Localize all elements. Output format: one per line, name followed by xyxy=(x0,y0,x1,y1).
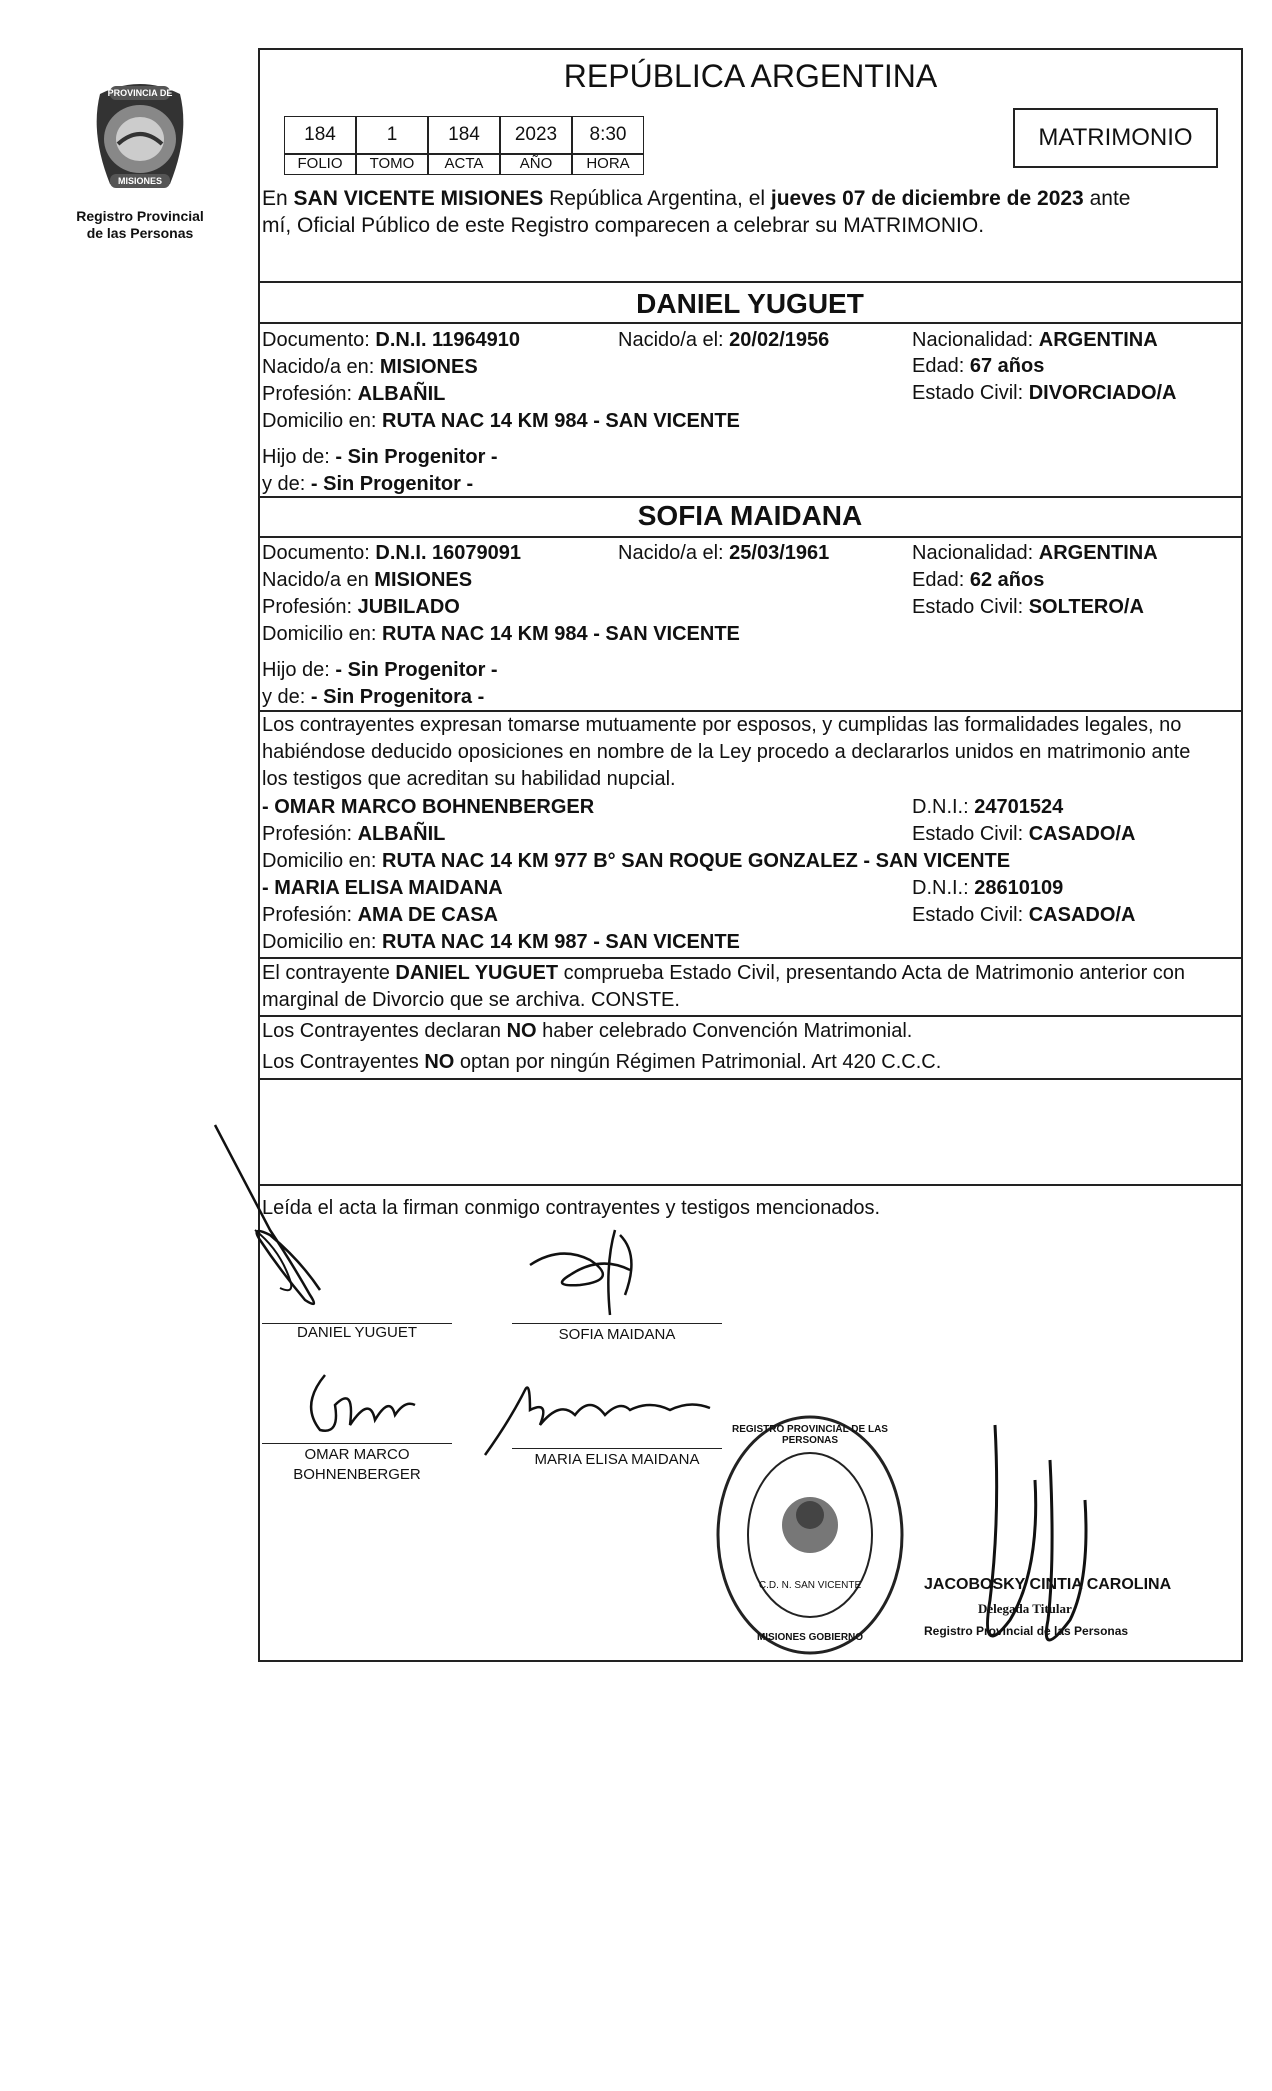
divider xyxy=(258,710,1243,712)
groom-birthplace: Nacido/a en: MISIONES xyxy=(262,356,478,378)
signature-sofia xyxy=(520,1225,660,1325)
divider xyxy=(258,322,1243,324)
certificate-type-box: MATRIMONIO xyxy=(1013,108,1218,168)
signature-label-omar-1: OMAR MARCO xyxy=(304,1446,410,1463)
seal-text-bottom: MISIONES xyxy=(117,176,162,186)
official-office: Registro Provincial de las Personas xyxy=(924,1624,1129,1638)
bride-mother: y de: - Sin Progenitora - xyxy=(262,686,485,708)
groom-address: Domicilio en: RUTA NAC 14 KM 984 - SAN VICENTE xyxy=(262,410,740,432)
page-title: REPÚBLICA ARGENTINA xyxy=(563,58,938,94)
regime-line-2: Los Contrayentes NO optan por ningún Régimen Patrimonial. Art 420 C.C.C. xyxy=(262,1051,942,1073)
divider xyxy=(258,536,1243,538)
declaration-line-2: habiéndose deducido oposiciones en nombre de la Ley procedo a declararlos unidos en matrimonio ante xyxy=(262,741,1191,763)
bride-name: SOFIA MAIDANA xyxy=(637,500,863,531)
witness2-name: - MARIA ELISA MAIDANA xyxy=(262,877,503,899)
intro-date: jueves 07 de diciembre de 2023 xyxy=(770,187,1084,210)
witness2-civil-status: Estado Civil: CASADO/A xyxy=(912,904,1136,926)
declaration-line-1: Los contrayentes expresan tomarse mutuamente por esposos, y cumplidas las formalidades legales, no xyxy=(262,714,1182,736)
groom-document: Documento: D.N.I. 11964910 xyxy=(262,329,520,351)
divider xyxy=(258,281,1243,283)
witness1-profession: Profesión: ALBAÑIL xyxy=(262,823,446,845)
signature-label-omar-2: BOHNENBERGER xyxy=(293,1466,421,1483)
bride-civil-status: Estado Civil: SOLTERO/A xyxy=(912,596,1144,618)
divider xyxy=(258,957,1243,959)
declaration-line-3: los testigos que acreditan su habilidad nupcial. xyxy=(262,768,676,790)
intro-line-1 xyxy=(262,187,1130,211)
tomo-label: TOMO xyxy=(356,154,428,175)
year-label: AÑO xyxy=(500,154,572,175)
signature-omar xyxy=(295,1365,425,1445)
stamp-seal-icon xyxy=(710,1410,910,1660)
hour-label: HORA xyxy=(572,154,644,175)
groom-name: DANIEL YUGUET xyxy=(636,288,864,319)
signature-label-maria: MARIA ELISA MAIDANA xyxy=(534,1451,700,1468)
signature-label-daniel: DANIEL YUGUET xyxy=(296,1324,418,1341)
signature-line xyxy=(512,1448,722,1449)
intro-text-3: ante xyxy=(1083,187,1131,210)
bride-birthplace: Nacido/a en MISIONES xyxy=(262,569,473,591)
registry-logo xyxy=(70,74,210,241)
witness1-name: - OMAR MARCO BOHNENBERGER xyxy=(262,796,595,818)
groom-civil-status: Estado Civil: DIVORCIADO/A xyxy=(912,382,1177,404)
note-line-1: El contrayente DANIEL YUGUET comprueba Estado Civil, presentando Acta de Matrimonio anterior con xyxy=(262,962,1186,984)
bride-profession: Profesión: JUBILADO xyxy=(262,596,460,618)
folio-value: 184 xyxy=(284,116,356,154)
note-line-2: marginal de Divorcio que se archiva. CONSTE. xyxy=(262,989,680,1011)
signature-official xyxy=(940,1420,1140,1680)
bride-father: Hijo de: - Sin Progenitor - xyxy=(262,659,498,681)
witness1-address: Domicilio en: RUTA NAC 14 KM 977 B° SAN ROQUE GONZALEZ - SAN VICENTE xyxy=(262,850,1011,872)
groom-father: Hijo de: - Sin Progenitor - xyxy=(262,446,498,468)
signature-daniel xyxy=(210,1120,390,1320)
divider xyxy=(258,496,1243,498)
intro-line-2: mí, Oficial Público de este Registro comparecen a celebrar su MATRIMONIO. xyxy=(262,214,985,237)
stamp-inner-text: C.D. N. SAN VICENTE xyxy=(758,1580,862,1591)
acta-value: 184 xyxy=(428,116,500,154)
intro-text-2: República Argentina, el xyxy=(543,187,771,210)
signature-label-sofia: SOFIA MAIDANA xyxy=(558,1326,676,1343)
official-name: JACOBOSKY CINTIA CAROLINA xyxy=(924,1576,1172,1593)
closing-text: Leída el acta la firman conmigo contrayentes y testigos mencionados. xyxy=(262,1197,881,1219)
acta-label: ACTA xyxy=(428,154,500,175)
logo-caption-2: de las Personas xyxy=(86,225,194,241)
signature-line xyxy=(512,1323,722,1324)
official-role: Delegada Titular xyxy=(978,1601,1072,1616)
bride-birthdate: Nacido/a el: 25/03/1961 xyxy=(618,542,830,564)
stamp-ring-bottom: MISIONES GOBIERNO xyxy=(756,1632,864,1643)
official-stamp xyxy=(710,1410,910,1660)
groom-birthdate: Nacido/a el: 20/02/1956 xyxy=(618,329,830,351)
bride-document: Documento: D.N.I. 16079091 xyxy=(262,542,522,564)
bride-age: Edad: 62 años xyxy=(912,569,1045,591)
intro-text-1: En xyxy=(262,187,294,210)
tomo-value: 1 xyxy=(356,116,428,154)
bride-address: Domicilio en: RUTA NAC 14 KM 984 - SAN VICENTE xyxy=(262,623,740,645)
groom-age: Edad: 67 años xyxy=(912,355,1045,377)
witness1-dni: D.N.I.: 24701524 xyxy=(912,796,1064,818)
divider xyxy=(258,1078,1243,1080)
witness2-dni: D.N.I.: 28610109 xyxy=(912,877,1064,899)
folio-label: FOLIO xyxy=(284,154,356,175)
logo-caption-1: Registro Provincial xyxy=(76,208,204,224)
divider xyxy=(258,1184,1243,1186)
signature-maria xyxy=(480,1370,720,1460)
regime-line-1: Los Contrayentes declaran NO haber celebrado Convención Matrimonial. xyxy=(262,1020,913,1042)
signature-line xyxy=(262,1443,452,1444)
seal-text-top: PROVINCIA DE xyxy=(107,88,173,98)
witness1-civil-status: Estado Civil: CASADO/A xyxy=(912,823,1136,845)
witness2-profession: Profesión: AMA DE CASA xyxy=(262,904,498,926)
stamp-ring-top: REGISTRO PROVINCIAL DE LAS PERSONAS xyxy=(732,1424,888,1446)
bride-nationality: Nacionalidad: ARGENTINA xyxy=(912,542,1158,564)
groom-nationality: Nacionalidad: ARGENTINA xyxy=(912,329,1158,351)
intro-place: SAN VICENTE MISIONES xyxy=(293,187,544,210)
witness2-address: Domicilio en: RUTA NAC 14 KM 987 - SAN VICENTE xyxy=(262,931,740,953)
groom-profession: Profesión: ALBAÑIL xyxy=(262,383,446,405)
hour-value: 8:30 xyxy=(572,116,644,154)
year-value: 2023 xyxy=(500,116,572,154)
groom-mother: y de: - Sin Progenitor - xyxy=(262,473,474,495)
divider xyxy=(258,1015,1243,1017)
